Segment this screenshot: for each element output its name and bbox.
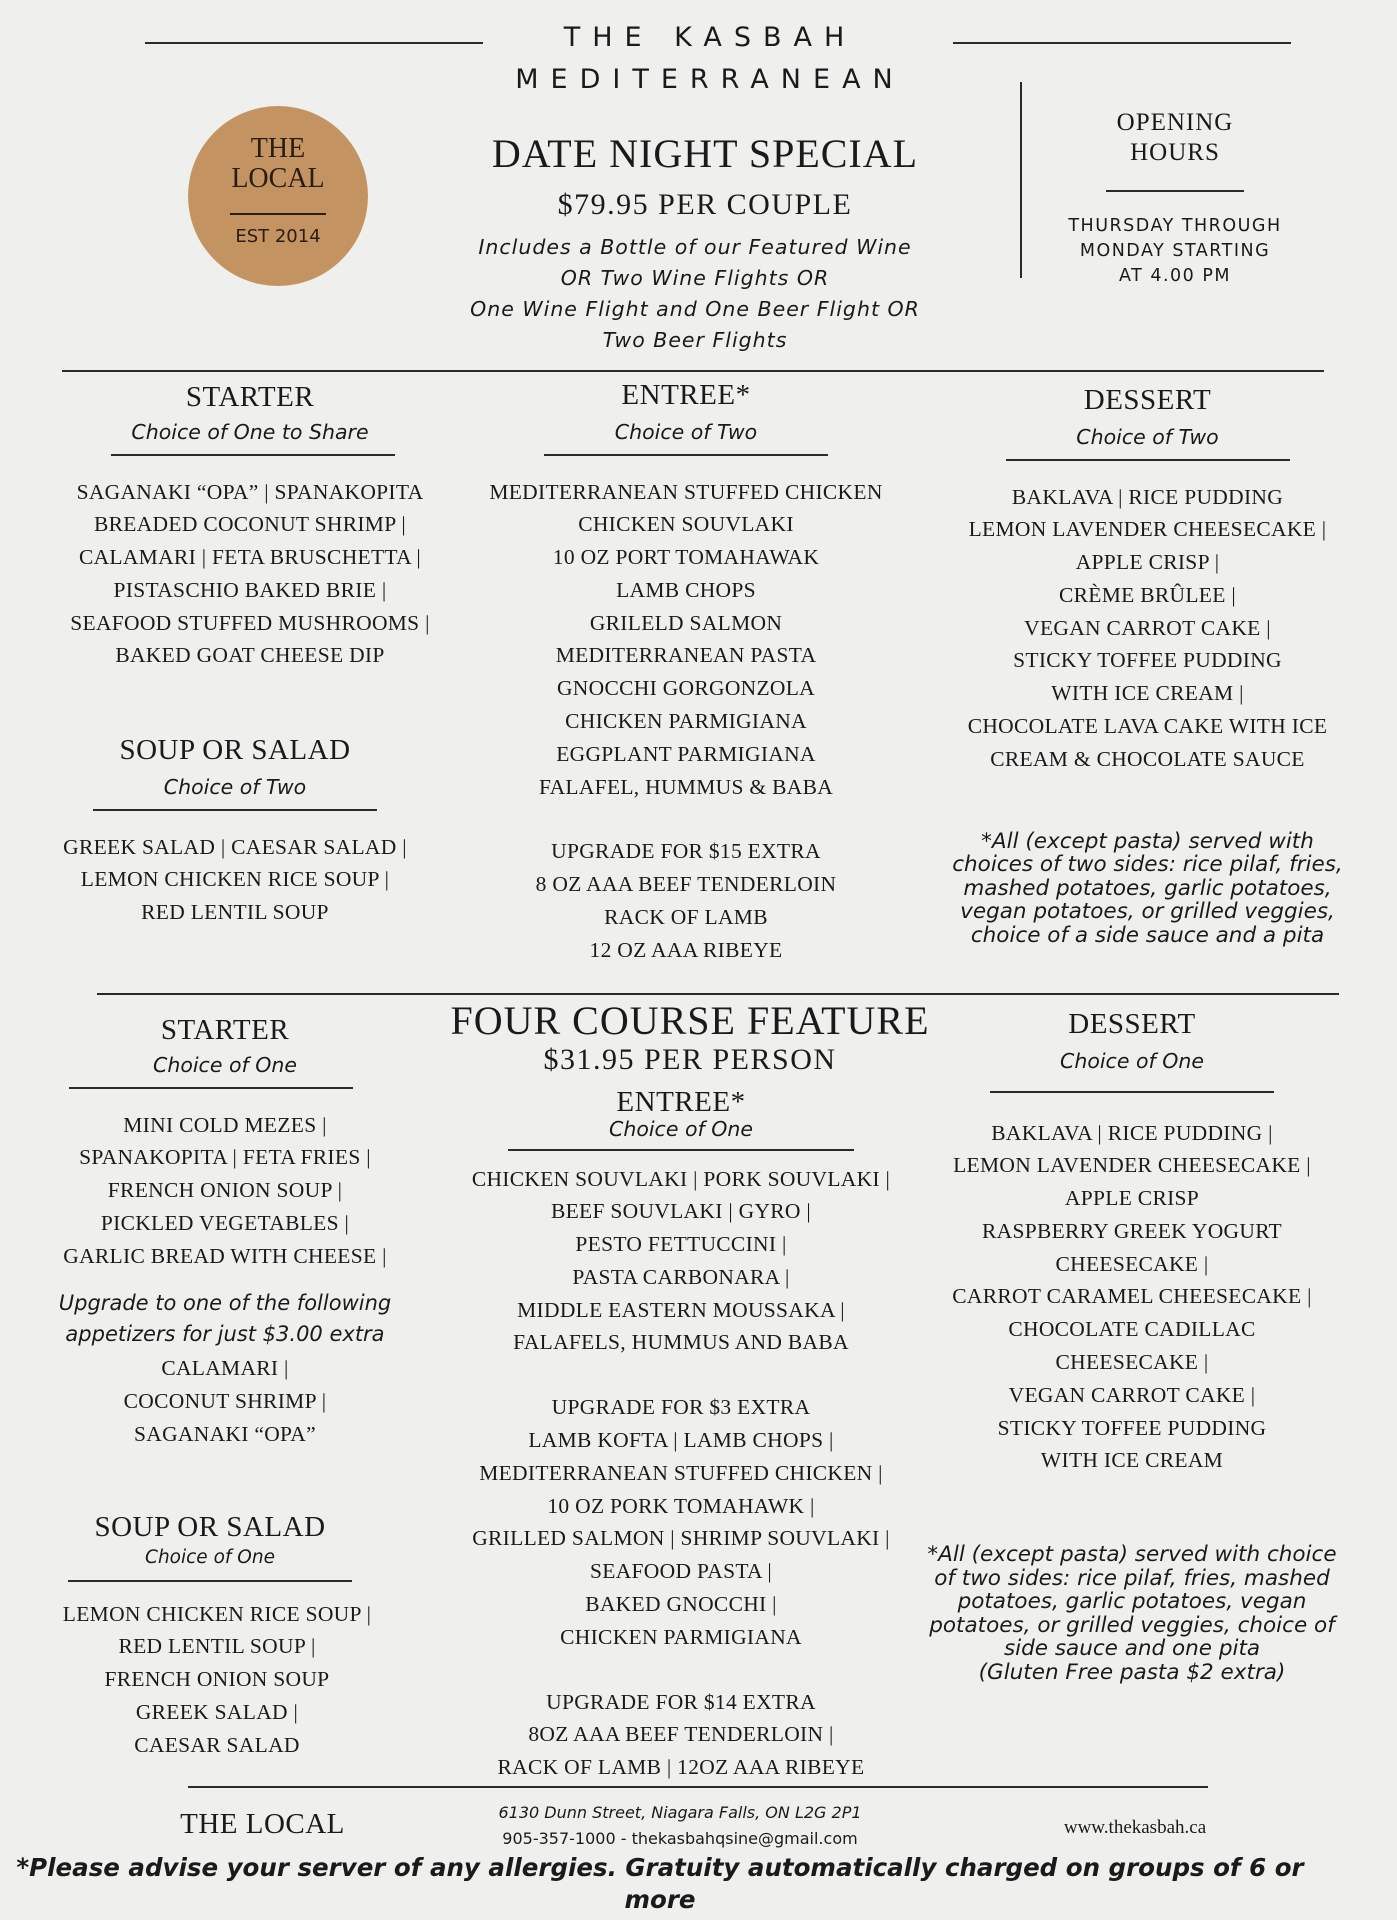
fc-starter-upgrade-note [15,1288,435,1350]
menu-item: FRENCH ONION SOUP | [107,1178,343,1203]
includes-line: OR Two Wine Flights OR [560,266,830,290]
hours-title-line1: OPENING [1116,109,1234,136]
menu-item: PISTASCHIO BAKED BRIE | [113,577,387,602]
fc-soup-salad-subtitle: Choice of One [145,1547,275,1568]
restaurant-name [430,20,990,98]
dn-soup-salad-title: SOUP OR SALAD [119,734,351,766]
fc-starter-rule [69,1087,353,1089]
opening-hours [1040,108,1310,289]
footer-address: 6130 Dunn Street, Niagara Falls, ON L2G 2P1 [498,1803,862,1822]
note-line: choice of a side sauce and a pita [970,922,1325,948]
fc-dessert-rule [990,1091,1274,1093]
dn-soup-salad-subtitle: Choice of Two [163,775,307,799]
menu-item: WITH ICE CREAM [1040,1448,1224,1473]
dn-starter-list [40,476,460,673]
menu-item: BAKLAVA | RICE PUDDING [1011,484,1284,509]
fc-entree-upgrade14-list [436,1686,926,1784]
menu-item: MEDITERRANEAN STUFFED CHICKEN [489,479,883,504]
menu-item: 12 OZ AAA RIBEYE [589,937,783,962]
date-night-price: $79.95 PER COUPLE [557,188,853,221]
four-course-title: FOUR COURSE FEATURE [450,998,930,1043]
menu-item: BAKED GNOCCHI | [585,1592,777,1617]
dn-dessert-rule [1006,459,1290,461]
menu-item: MEDITERRANEAN STUFFED CHICKEN | [479,1460,883,1485]
menu-item: 8 OZ AAA BEEF TENDERLOIN [535,872,837,897]
menu-item: GREEK SALAD | CAESAR SALAD | [63,834,407,859]
menu-item: CHICKEN SOUVLAKI | PORK SOUVLAKI | [471,1166,891,1191]
dn-dessert-note [925,830,1370,948]
upgrade-heading: UPGRADE FOR $3 EXTRA [551,1395,811,1420]
fc-entree-subtitle: Choice of One [609,1117,753,1141]
note-line: choices of two sides: rice pilaf, fries, [952,852,1343,878]
menu-item: CALAMARI | [161,1356,289,1381]
menu-item: BEEF SOUVLAKI | GYRO | [550,1199,812,1224]
menu-item: RED LENTIL SOUP [141,900,329,925]
dn-soup-salad-list [25,831,445,929]
hours-line: MONDAY STARTING [1079,240,1271,261]
dn-dessert-list [925,481,1370,776]
the-local-badge [188,106,368,286]
menu-item: MEDITERRANEAN PASTA [555,643,817,668]
menu-item: STICKY TOFFEE PUDDING [1013,648,1282,673]
dn-entree-title: ENTREE* [621,379,751,411]
menu-item: GREEK SALAD | [135,1699,299,1724]
menu-item: LEMON LAVENDER CHEESECAKE | [968,517,1327,542]
menu-item: PICKLED VEGETABLES | [100,1210,350,1235]
note-line: potatoes, garlic potatoes, vegan [957,1589,1307,1615]
fc-soup-salad-list [0,1598,420,1762]
menu-item: MIDDLE EASTERN MOUSSAKA | [517,1297,845,1322]
includes-line: Two Beer Flights [602,328,788,352]
header-right-rule [953,42,1291,44]
badge-title [188,134,368,194]
restaurant-name-line1: THE KASBAH [563,22,857,53]
date-night-title: DATE NIGHT SPECIAL [491,131,919,176]
fc-starter-section [15,1013,435,1451]
restaurant-name-line2: MEDITERRANEAN [515,64,905,95]
menu-item: FALAFELS, HUMMUS AND BABA [513,1330,849,1355]
menu-item: STICKY TOFFEE PUDDING [997,1415,1267,1440]
menu-item: BAKED GOAT CHEESE DIP [115,643,385,668]
hours-line: THURSDAY THROUGH [1068,215,1282,236]
dn-entree-subtitle: Choice of Two [614,420,758,444]
fc-dessert-list [912,1117,1352,1478]
dn-starter-section [40,380,460,672]
footer-rule [188,1786,1208,1788]
note-line: mashed potatoes, garlic potatoes, [963,875,1332,901]
hours-line: AT 4.00 PM [1118,265,1232,286]
includes-line: Includes a Bottle of our Featured Wine [478,235,912,259]
dn-entree-section [466,378,906,967]
fc-entree-rule [508,1149,854,1151]
menu-item: SAGANAKI “OPA” | SPANAKOPITA [76,479,424,504]
note-line: side sauce and one pita [1003,1636,1261,1662]
menu-item: WITH ICE CREAM | [1051,681,1244,706]
fc-soup-salad-title: SOUP OR SALAD [94,1511,326,1543]
menu-item: APPLE CRISP [1064,1186,1200,1211]
fc-starter-list [15,1109,435,1273]
menu-item: RACK OF LAMB | 12OZ AAA RIBEYE [497,1755,865,1780]
dn-starter-title: STARTER [185,381,315,413]
fc-soup-salad-rule [68,1580,352,1582]
fc-dessert-note [912,1543,1352,1684]
menu-item: CHICKEN SOUVLAKI [578,512,794,537]
fc-dessert-section [912,1007,1352,1684]
dn-entree-list [466,476,906,804]
menu-item: FALAFEL, HUMMUS & BABA [538,774,834,799]
menu-item: VEGAN CARROT CAKE | [1024,615,1271,640]
allergy-disclaimer: *Please advise your server of any allergies. Gratuity automatically charged on groups of 6 or more [16,1853,1304,1914]
menu-item: GARLIC BREAD WITH CHEESE | [63,1243,387,1268]
dn-starter-subtitle: Choice of One to Share [131,420,369,444]
menu-item: CHICKEN PARMIGIANA [565,709,807,734]
footer-website: www.thekasbah.ca [1063,1817,1207,1838]
upgrade-heading: UPGRADE FOR $15 EXTRA [551,839,821,864]
dn-dessert-subtitle: Choice of Two [1076,425,1219,449]
fc-starter-subtitle: Choice of One [153,1053,297,1077]
menu-item: MINI COLD MEZES | [123,1112,327,1137]
menu-item: CREAM & CHOCOLATE SAUCE [990,746,1305,771]
menu-item: LAMB KOFTA | LAMB CHOPS | [528,1428,834,1453]
note-line: vegan potatoes, or grilled veggies, [960,899,1335,925]
menu-item: RASPBERRY GREEK YOGURT [982,1218,1282,1243]
badge-title-line1: THE [250,133,306,164]
menu-item: RED LENTIL SOUP | [118,1634,316,1659]
menu-item: GRILELD SALMON [589,610,783,635]
menu-item: GNOCCHI GORGONZOLA [556,676,815,701]
fc-entree-title: ENTREE* [616,1086,746,1118]
menu-item: 8OZ AAA BEEF TENDERLOIN | [528,1722,834,1747]
menu-item: LEMON LAVENDER CHEESECAKE | [953,1153,1311,1178]
note-line: Upgrade to one of the following [58,1291,392,1316]
fc-soup-salad-section [0,1510,420,1761]
menu-item: LEMON CHICKEN RICE SOUP | [80,867,390,892]
hours-title-line2: HOURS [1130,139,1220,166]
upgrade-heading: UPGRADE FOR $14 EXTRA [546,1689,816,1714]
section-divider-1 [62,370,1324,372]
note-line: potatoes, or grilled veggies, choice of [929,1612,1335,1638]
menu-item: VEGAN CARROT CAKE | [1008,1382,1256,1407]
hours-divider [1020,82,1022,278]
menu-item: CARROT CARAMEL CHEESECAKE | [952,1284,1312,1309]
includes-line: One Wine Flight and One Beer Flight OR [470,297,920,321]
fc-entree-upgrade3-list [436,1391,926,1653]
menu-item: CHOCOLATE LAVA CAKE WITH ICE [967,714,1328,739]
menu-item: 10 OZ PORT TOMAHAWAK [552,545,820,570]
badge-title-line2: LOCAL [231,163,325,194]
badge-est: EST 2014 [235,226,321,247]
menu-item: SAGANAKI “OPA” [134,1422,316,1447]
note-line: *All (except pasta) served with [981,828,1314,854]
menu-item: COCONUT SHRIMP | [123,1389,327,1414]
badge-divider [230,213,326,215]
menu-item: CRÈME BRÛLEE | [1059,582,1236,607]
fc-dessert-subtitle: Choice of One [1060,1049,1204,1073]
note-line: appetizers for just $3.00 extra [65,1322,385,1347]
menu-item: RACK OF LAMB [604,905,768,930]
menu-item: BAKLAVA | RICE PUDDING | [991,1120,1273,1145]
footer-brand: THE LOCAL [180,1808,345,1840]
menu-item: CHEESECAKE | [1055,1251,1209,1276]
footer-contact [470,1800,890,1852]
menu-item: LAMB CHOPS [616,577,756,602]
menu-item: BREADED COCONUT SHRIMP | [94,512,406,537]
dn-starter-rule [111,454,395,456]
fc-dessert-title: DESSERT [1068,1008,1196,1040]
menu-item: SEAFOOD PASTA | [590,1559,772,1584]
dn-soup-salad-section [25,733,445,929]
menu-item: EGGPLANT PARMIGIANA [556,741,816,766]
fc-entree-list [436,1163,926,1360]
menu-item: CAESAR SALAD [134,1732,300,1757]
menu-item: CALAMARI | FETA BRUSCHETTA | [78,545,422,570]
date-night-includes [420,232,970,356]
note-line: (Gluten Free pasta $2 extra) [978,1659,1286,1685]
four-course-price: $31.95 PER PERSON [543,1043,837,1076]
dn-soup-salad-rule [93,809,377,811]
note-line: *All (except pasta) served with choice [927,1542,1337,1568]
menu-item: PASTA CARBONARA | [572,1264,790,1289]
menu-item: 10 OZ PORK TOMAHAWK | [547,1493,815,1518]
dn-dessert-section [925,383,1370,947]
fc-starter-title: STARTER [160,1014,290,1046]
menu-item: SEAFOOD STUFFED MUSHROOMS | [70,610,430,635]
menu-item: CHOCOLATE CADILLAC [1008,1317,1256,1342]
menu-item: SPANAKOPITA | FETA FRIES | [79,1145,371,1170]
dn-entree-rule [544,454,828,456]
menu-item: LEMON CHICKEN RICE SOUP | [62,1601,372,1626]
fc-starter-upgrade-list [15,1352,435,1450]
fc-entree-section [436,1085,926,1784]
footer-phone-email: 905-357-1000 - thekasbahqsine@gmail.com [502,1829,858,1848]
hours-rule [1106,190,1244,192]
dn-dessert-title: DESSERT [1083,384,1212,416]
menu-item: APPLE CRISP | [1075,550,1220,575]
menu-item: CHICKEN PARMIGIANA [560,1624,802,1649]
menu-item: PESTO FETTUCCINI | [575,1232,787,1257]
menu-item: GRILLED SALMON | SHRIMP SOUVLAKI | [472,1526,890,1551]
section-divider-2 [97,993,1339,995]
note-line: of two sides: rice pilaf, fries, mashed [934,1565,1330,1591]
menu-item: FRENCH ONION SOUP [104,1667,330,1692]
dn-entree-upgrade-list [466,835,906,966]
menu-item: CHEESECAKE | [1055,1350,1209,1375]
